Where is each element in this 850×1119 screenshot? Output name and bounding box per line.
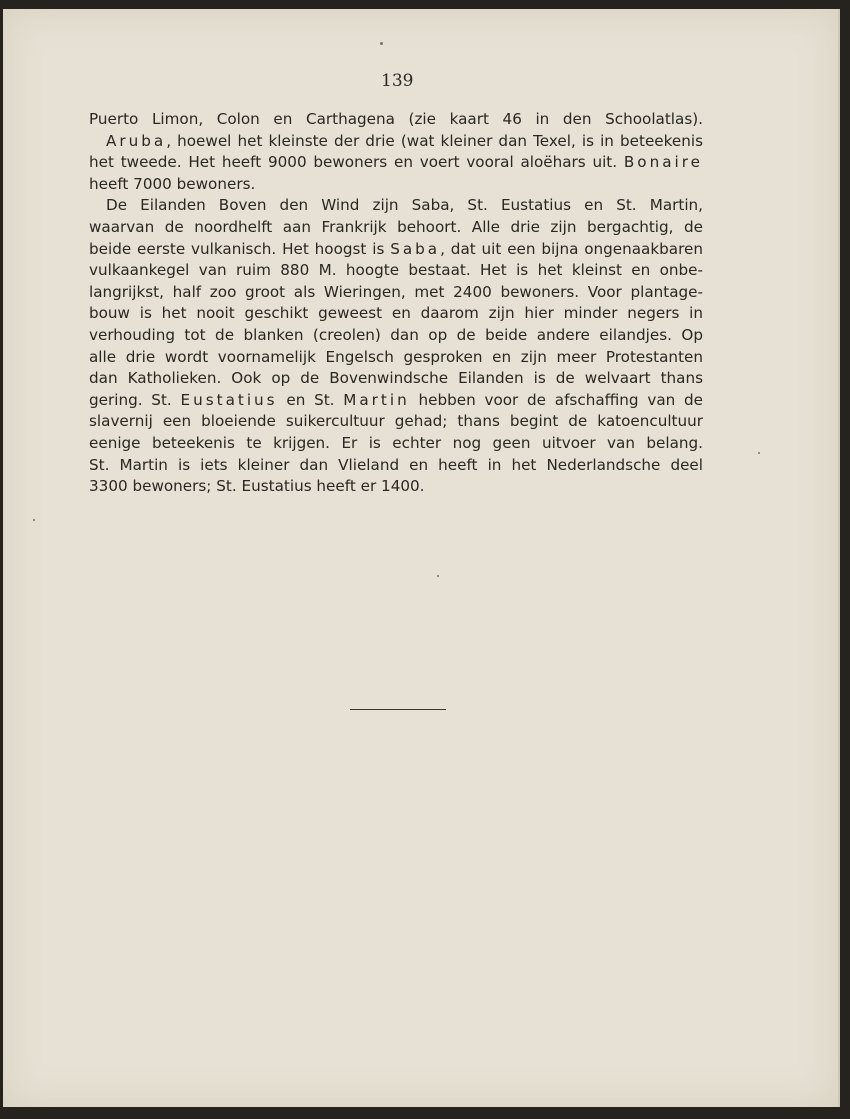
book-page	[3, 9, 840, 1107]
text-line: dan Katholieken. Ook op de Bovenwindsche Eilanden is de welvaart thans	[89, 369, 703, 388]
text-line: De Eilanden Boven den Wind zijn Saba, St. Eustatius en St. Martin,	[106, 196, 703, 215]
page-number: 139	[381, 71, 414, 91]
text-line: heeft 7000 bewoners.	[89, 174, 256, 193]
spaced-name-eustatius: Eustatius	[180, 390, 278, 409]
text-line: St. Martin is iets kleiner dan Vlieland en heeft in het Nederlandsche deel	[89, 455, 703, 474]
paper-speck	[758, 452, 760, 454]
paper-speck	[380, 42, 383, 45]
text-line: waarvan de noordhelft aan Frankrijk behoort. Alle drie zijn bergachtig, de	[89, 217, 703, 236]
spaced-name-saba: Saba	[390, 239, 441, 258]
section-end-rule	[350, 709, 446, 710]
text-line: slavernij een bloeiende suikercultuur gehad; thans begint de katoencultuur	[89, 412, 703, 431]
spaced-name-bonaire: Bonaire	[623, 153, 703, 172]
text-line: beide eerste vulkanisch. Het hoogst is Saba, dat uit een bijna ongenaakbaren	[89, 239, 703, 258]
text-line: bouw is het nooit geschikt geweest en daarom zijn hier minder negers in	[89, 304, 703, 323]
paragraph-aruba-bonaire	[89, 109, 703, 195]
text-line: gering. St. Eustatius en St. Martin hebben voor de afschaffing van de	[89, 390, 703, 409]
body-text	[89, 109, 703, 498]
text-line: alle drie wordt voornamelijk Engelsch gesproken en zijn meer Protestanten	[89, 347, 703, 366]
spaced-name-martin: Martin	[343, 390, 410, 409]
paragraph-bovenwindse-eilanden	[89, 195, 703, 497]
text-line: vulkaankegel van ruim 880 M. hoogte bestaat. Het is het kleinst en onbe-	[89, 261, 703, 280]
text-line: Aruba, hoewel het kleinste der drie (wat kleiner dan Texel, is in beteekenis	[106, 131, 703, 150]
text-line: verhouding tot de blanken (creolen) dan op de beide andere eilandjes. Op	[89, 325, 703, 344]
text-line: het tweede. Het heeft 9000 bewoners en voert vooral aloëhars uit. Bonaire	[89, 153, 703, 172]
paper-speck	[437, 575, 439, 577]
text-line: langrijkst, half zoo groot als Wieringen, met 2400 bewoners. Voor plantage-	[89, 282, 703, 301]
spaced-name-aruba: Aruba	[106, 131, 167, 150]
text-line: eenige beteekenis te krijgen. Er is echter nog geen uitvoer van belang.	[89, 433, 703, 452]
text-line: 3300 bewoners; St. Eustatius heeft er 1400.	[89, 477, 425, 496]
text-line: Puerto Limon, Colon en Carthagena (zie kaart 46 in den Schoolatlas).	[89, 110, 703, 128]
paper-speck	[33, 519, 35, 521]
